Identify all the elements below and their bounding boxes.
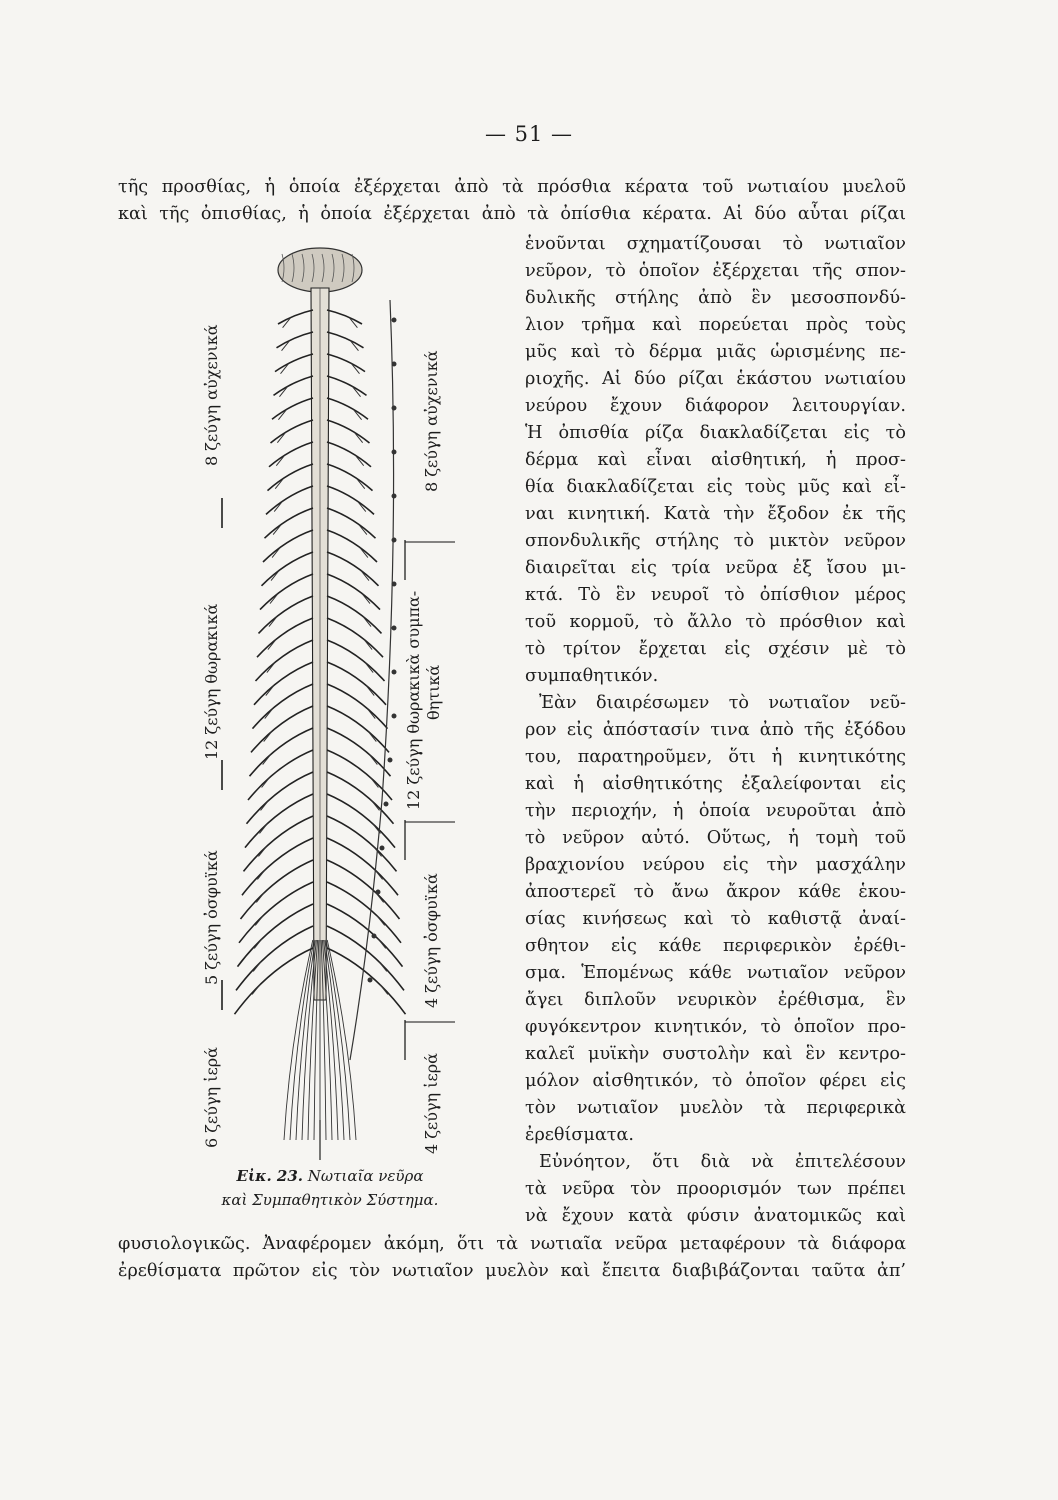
nerve-left xyxy=(275,354,313,372)
sympathetic-ganglion xyxy=(392,318,397,323)
nerve-right xyxy=(327,464,373,491)
text-line: μόλον αἰσθητικόν, τὸ ὁποῖον φέρει εἰς xyxy=(525,1071,906,1091)
text-line: τὴν περιοχήν, ἡ ὁποία νευροῦται ἀπὸ xyxy=(525,801,906,821)
text-line: σίας κινήσεως καὶ τὸ καθιστᾷ ἀναί- xyxy=(525,909,906,929)
nerve-left xyxy=(235,948,314,1014)
text-line: κτά. Τὸ ἓν νευροῖ τὸ ὀπίσθιον μέρος xyxy=(525,585,906,605)
sympathetic-ganglion xyxy=(368,978,373,983)
figure-caption-line-2 xyxy=(180,1190,480,1210)
nerve-right xyxy=(327,640,385,681)
nerve-branch xyxy=(261,800,269,810)
nerve-left xyxy=(268,464,314,491)
text-line: φυγόκεντρον κινητικόν, τὸ ὁποῖον προ- xyxy=(525,1017,906,1037)
text-line: διαιρεῖται εἰς τρία νεῦρα ἐξ ἴσου μι- xyxy=(525,558,906,578)
label-cervical-left: 8 ζεύγη αὐχενικά xyxy=(202,324,221,466)
text-line: καλεῖ μυϊκὴν συστολὴν καὶ ἓν κεντρο- xyxy=(525,1044,906,1064)
sympathetic-ganglion xyxy=(392,714,397,719)
cauda-equina-strand xyxy=(290,940,314,1140)
text-line: μῦς καὶ τὸ δέρμα μιᾶς ὡρισμένης πε- xyxy=(525,342,906,362)
text-line: συμπαθητικόν. xyxy=(525,666,659,686)
text-line: τὰ νεῦρα τὸν προορισμόν των πρέπει xyxy=(525,1179,906,1199)
nerve-left xyxy=(271,420,314,443)
text-line: δέρμα καὶ εἶναι αἰσθητική, ἡ προσ- xyxy=(525,450,906,470)
text-line: σθητον εἰς κάθε περιφερικὸν ἐρέθι- xyxy=(525,936,906,956)
text-line: καὶ τῆς ὀπισθίας, ἡ ὁποία ἐξέρχεται ἀπὸ τὰ ὀπίσθια κέρατα. Αἱ δύο αὗται ρίζαι xyxy=(118,204,906,224)
text-line: τὸ νεῦρον αὐτό. Οὕτως, ἡ τομὴ τοῦ xyxy=(525,828,906,848)
sympathetic-ganglion xyxy=(380,846,385,851)
text-line: τῆς προσθίας, ἡ ὁποία ἐξέρχεται ἀπὸ τὰ πρόσθια κέρατα τοῦ νωτιαίου μυελοῦ xyxy=(118,177,906,197)
nerve-branch xyxy=(379,961,387,971)
text-line: ἐρεθίσματα. xyxy=(525,1125,634,1145)
nerve-left xyxy=(259,596,314,633)
text-line: σπονδυλικῆς στήλης τὸ μικτὸν νεῦρον xyxy=(525,531,906,551)
figure-caption-title-2: καὶ Συμπαθητικὸν Σύστημα. xyxy=(221,1191,439,1209)
nerve-branch xyxy=(253,961,261,971)
text-line: ἐρεθίσματα πρῶτον εἰς τὸν νωτιαῖον μυελὸν καὶ ἔπειτα διαβιβάζονται ταῦτα ἀπ’ xyxy=(118,1261,906,1281)
text-line: νεύρου ἔχουν διάφορον λειτουργίαν. xyxy=(525,396,906,416)
nerve-right xyxy=(327,596,382,633)
nerve-branch xyxy=(252,984,260,994)
nerve-branch xyxy=(260,823,268,833)
label-thoracic-right: 12 ζεύγη θωρακικὰ συμπα- xyxy=(404,590,423,810)
nerve-left xyxy=(263,530,313,562)
text-line: Ἡ ὀπισθία ρίζα διακλαδίζεται εἰς τὸ xyxy=(525,423,906,443)
figure-caption-line-1 xyxy=(180,1166,480,1186)
sympathetic-ganglion xyxy=(392,406,397,411)
label-cervical-right: 8 ζεύγη αὐχενικά xyxy=(422,350,441,492)
sympathetic-ganglion xyxy=(392,626,397,631)
nerve-left xyxy=(236,926,313,990)
text-line: ναι κινητική. Κατὰ τὴν ἔξοδον ἐκ τῆς xyxy=(525,504,906,524)
label-thoracic-right-2: θητικά xyxy=(424,664,443,720)
nerve-left xyxy=(272,398,313,419)
text-line: ἑνοῦνται σχηματίζουσαι τὸ νωτιαῖον xyxy=(525,234,906,254)
nerve-right xyxy=(327,354,365,372)
text-line: καὶ ἡ αἰσθητικότης ἐξαλείφονται εἰς xyxy=(525,774,906,794)
nerve-branch xyxy=(258,846,266,856)
brainstem-shape xyxy=(278,248,362,292)
nerve-branch xyxy=(257,869,265,879)
nerve-right xyxy=(327,662,386,705)
sympathetic-ganglion xyxy=(384,802,389,807)
nerve-branch xyxy=(263,755,271,765)
nerve-left xyxy=(277,332,314,348)
nerve-branch xyxy=(254,938,262,948)
text-line: νεῦρον, τὸ ὁποῖον ἐξέρχεται τῆς σπον- xyxy=(525,261,906,281)
nerve-branch xyxy=(368,732,376,742)
nerve-right xyxy=(327,310,362,324)
page-number: — 51 — xyxy=(484,122,574,146)
sympathetic-ganglion xyxy=(372,934,377,939)
text-line: φυσιολογικῶς. Ἀναφέρομεν ἀκόμη, ὅτι τὰ νωτιαῖα νεῦρα μεταφέρουν τὰ διάφορα xyxy=(118,1234,906,1254)
text-line: ἀποστερεῖ τὸ ἄνω ἄκρον κάθε ἑκου- xyxy=(525,882,906,902)
nerve-branch xyxy=(264,732,272,742)
text-line: ρον εἰς ἀπόστασίν τινα ἀπὸ τῆς ἐξόδου xyxy=(525,720,906,740)
nerve-branch xyxy=(370,778,378,788)
nerve-right xyxy=(327,376,367,395)
nerve-right xyxy=(327,442,371,467)
text-line: θία διακλαδίζεται εἰς τοὺς μῦς καὶ εἶ- xyxy=(525,477,906,497)
nerve-branch xyxy=(380,984,388,994)
label-sacral-left: 6 ζεύγη ἱερά xyxy=(202,1047,221,1148)
text-line: βραχιονίου νεύρου εἰς τὴν μασχάλην xyxy=(525,855,906,875)
text-line: σμα. Ἑπομένως κάθε νωτιαῖον νεῦρον xyxy=(525,963,906,983)
nerve-left xyxy=(278,310,313,324)
text-line: ριοχῆς. Αἱ δύο ρίζαι ἑκάστου νωτιαίου xyxy=(525,369,906,389)
nerve-left xyxy=(256,640,314,681)
nerve-right xyxy=(327,882,401,943)
sympathetic-ganglion xyxy=(392,538,397,543)
text-line: Εὐνόητον, ὅτι διὰ νὰ ἐπιτελέσουν xyxy=(539,1152,906,1172)
label-lumbar-left: 5 ζεύγη ὀσφυϊκά xyxy=(202,850,221,985)
text-line: τὸν νωτιαῖον μυελὸν τὰ περιφερικὰ xyxy=(525,1098,906,1118)
nerve-left xyxy=(269,442,313,467)
text-line: τὸ τρίτον ἔρχεται εἰς σχέσιν μὲ τὸ xyxy=(525,639,906,659)
text-line: δυλικῆς στήλης ἀπὸ ἓν μεσοσπονδύ- xyxy=(525,288,906,308)
label-sacral-right: 4 ζεύγη ἱερά xyxy=(422,1053,441,1154)
nerve-left xyxy=(254,662,313,705)
nerve-branch xyxy=(255,915,263,925)
figure-caption-label: Εἰκ. 23. xyxy=(236,1167,303,1185)
label-thoracic-left: 12 ζεύγη θωρακικά xyxy=(202,603,221,760)
nerve-branch xyxy=(377,915,385,925)
label-lumbar-right: 4 ζεύγη ὀσφυϊκά xyxy=(422,873,441,1008)
sympathetic-ganglion xyxy=(392,582,397,587)
sympathetic-ganglion xyxy=(376,890,381,895)
nerve-right xyxy=(327,530,377,562)
nerve-right xyxy=(327,618,383,657)
sympathetic-ganglion xyxy=(392,450,397,455)
text-line: νὰ ἔχουν κατὰ φύσιν ἀνατομικῶς καὶ xyxy=(525,1206,906,1226)
nerve-branch xyxy=(371,800,379,810)
nerve-branch xyxy=(369,755,377,765)
nerve-left xyxy=(238,904,314,967)
nerve-right xyxy=(327,420,370,443)
sympathetic-ganglion xyxy=(392,362,397,367)
nerve-left xyxy=(257,618,313,657)
text-line: τοῦ κορμοῦ, τὸ ἄλλο τὸ πρόσθιον καὶ xyxy=(525,612,906,632)
nerve-left xyxy=(239,882,313,943)
nerve-right xyxy=(327,332,364,348)
text-line: Ἐὰν διαιρέσωμεν τὸ νωτιαῖον νεῦ- xyxy=(539,693,906,713)
sympathetic-ganglion xyxy=(388,758,393,763)
nerve-right xyxy=(327,398,368,419)
nerve-branch xyxy=(262,778,270,788)
sympathetic-ganglion xyxy=(392,494,397,499)
sympathetic-ganglion xyxy=(392,670,397,675)
nerve-left xyxy=(248,750,313,800)
text-line: του, παρατηροῦμεν, ὅτι ἡ κινητικότης xyxy=(525,747,906,767)
nerve-left xyxy=(274,376,314,395)
nerve-branch xyxy=(256,892,264,902)
figure-caption-title-1: Νωτιαῖα νεῦρα xyxy=(307,1167,424,1185)
nerve-branch xyxy=(378,938,386,948)
text-line: λιον τρῆμα καὶ πορεύεται πρὸς τοὺς xyxy=(525,315,906,335)
cauda-equina-strand xyxy=(326,940,350,1140)
nerve-right xyxy=(327,948,406,1014)
text-line: ἄγει διπλοῦν νευρικὸν ἐρέθισμα, ἓν xyxy=(525,990,906,1010)
